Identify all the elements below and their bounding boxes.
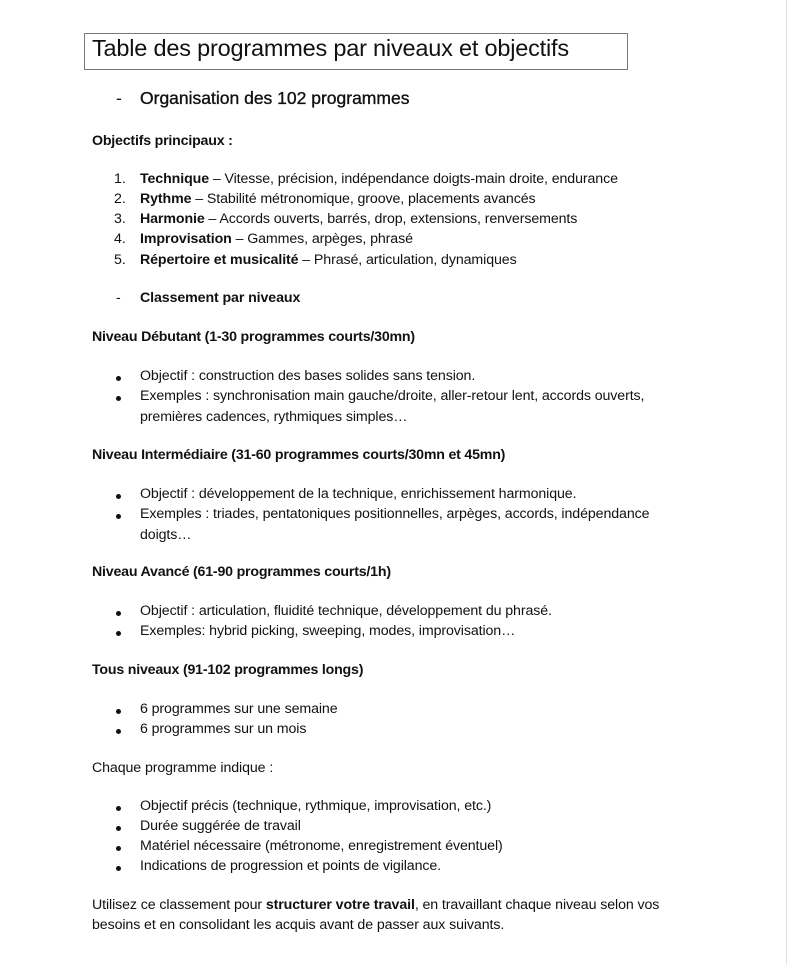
list-item [0, 603, 788, 623]
conclusion-line-1 [92, 897, 659, 913]
item-text: Exemples: hybrid picking, sweeping, modes, improvisation… [140, 623, 516, 639]
conclusion-line-2: besoins et en consolidant les acquis avant de passer aux suivants. [92, 917, 505, 933]
list-item [0, 721, 788, 741]
item-text: Matériel nécessaire (métronome, enregistrement éventuel) [140, 838, 503, 854]
list-item [0, 858, 788, 878]
objectives-heading: Objectifs principaux : [92, 133, 233, 149]
bullet-icon [116, 709, 121, 714]
objective-item [0, 171, 788, 191]
item-number: 3. [114, 211, 126, 227]
item-text: Objectif : articulation, fluidité technique, développement du phrasé. [140, 603, 552, 619]
bullet-icon [116, 631, 121, 636]
level-heading-intermediaire: Niveau Intermédiaire (31-60 programmes courts/30mn et 45mn) [92, 447, 506, 463]
item-number: 2. [114, 191, 126, 207]
list-item [0, 368, 788, 388]
bullet-icon [116, 806, 121, 811]
bullet-icon [116, 376, 121, 381]
item-term: Harmonie [140, 211, 205, 227]
item-desc: – Phrasé, articulation, dynamiques [298, 252, 517, 268]
level-heading-tous-niveaux: Tous niveaux (91-102 programmes longs) [92, 662, 364, 678]
bullet-icon [116, 611, 121, 616]
objective-item [0, 252, 788, 272]
section-heading-classement [0, 290, 788, 310]
list-item [0, 798, 788, 818]
item-desc: – Accords ouverts, barrés, drop, extensions, renversements [204, 211, 578, 227]
section-heading-text: Classement par niveaux [140, 290, 301, 306]
level-heading-avance: Niveau Avancé (61-90 programmes courts/1h) [92, 564, 391, 580]
objective-item [0, 191, 788, 211]
bullet-icon [116, 729, 121, 734]
item-text: Durée suggérée de travail [140, 818, 301, 834]
objective-item [0, 231, 788, 251]
item-term: Répertoire et musicalité [140, 252, 299, 268]
dash-marker: - [116, 88, 122, 108]
objective-item [0, 211, 788, 231]
item-text: Indications de progression et points de vigilance. [140, 858, 442, 874]
program-contents-intro: Chaque programme indique : [92, 760, 274, 776]
bullet-icon [116, 866, 121, 871]
item-text: Objectif : développement de la technique, enrichissement harmonique. [140, 486, 577, 502]
section-heading-text: Organisation des 102 programmes [140, 88, 410, 108]
list-item [0, 701, 788, 721]
item-text [140, 252, 517, 268]
item-number: 4. [114, 231, 126, 247]
conclusion-text: Utilisez ce classement pour [92, 897, 266, 913]
item-term: Technique [140, 171, 209, 187]
list-item [0, 623, 788, 643]
item-text: Exemples : triades, pentatoniques positionnelles, arpèges, accords, indépendance [140, 506, 650, 522]
item-text [140, 231, 413, 247]
item-text: Objectif précis (technique, rythmique, improvisation, etc.) [140, 798, 492, 814]
bullet-icon [116, 494, 121, 499]
list-item [0, 838, 788, 858]
bullet-icon [116, 846, 121, 851]
conclusion-text-cont: , en travaillant chaque niveau selon vos [414, 897, 660, 913]
item-text-continued: premières cadences, rythmiques simples… [140, 409, 408, 425]
item-number: 1. [114, 171, 126, 187]
item-text: Objectif : construction des bases solides sans tension. [140, 368, 476, 384]
conclusion-emphasis: structurer votre travail [265, 897, 415, 913]
item-desc: – Vitesse, précision, indépendance doigts-main droite, endurance [209, 171, 618, 187]
item-number: 5. [114, 252, 126, 268]
item-text: 6 programmes sur une semaine [140, 701, 338, 717]
list-item [0, 506, 788, 546]
item-term: Improvisation [140, 231, 232, 247]
item-term: Rythme [140, 191, 192, 207]
item-text [140, 171, 618, 187]
section-heading-organisation [0, 88, 788, 112]
item-text: Exemples : synchronisation main gauche/droite, aller-retour lent, accords ouverts, [140, 388, 645, 404]
level-heading-debutant: Niveau Débutant (1-30 programmes courts/30mn) [92, 329, 415, 345]
item-desc: – Gammes, arpèges, phrasé [231, 231, 413, 247]
dash-marker: - [116, 290, 121, 306]
list-item [0, 388, 788, 428]
bullet-icon [116, 396, 121, 401]
list-item [0, 486, 788, 506]
item-text-continued: doigts… [140, 527, 192, 543]
list-item [0, 818, 788, 838]
bullet-icon [116, 514, 121, 519]
item-text [140, 191, 536, 207]
item-text [140, 211, 577, 227]
item-text: 6 programmes sur un mois [140, 721, 307, 737]
bullet-icon [116, 826, 121, 831]
item-desc: – Stabilité métronomique, groove, placements avancés [191, 191, 536, 207]
title-box [84, 33, 628, 70]
document-title: Table des programmes par niveaux et objectifs [92, 35, 569, 61]
